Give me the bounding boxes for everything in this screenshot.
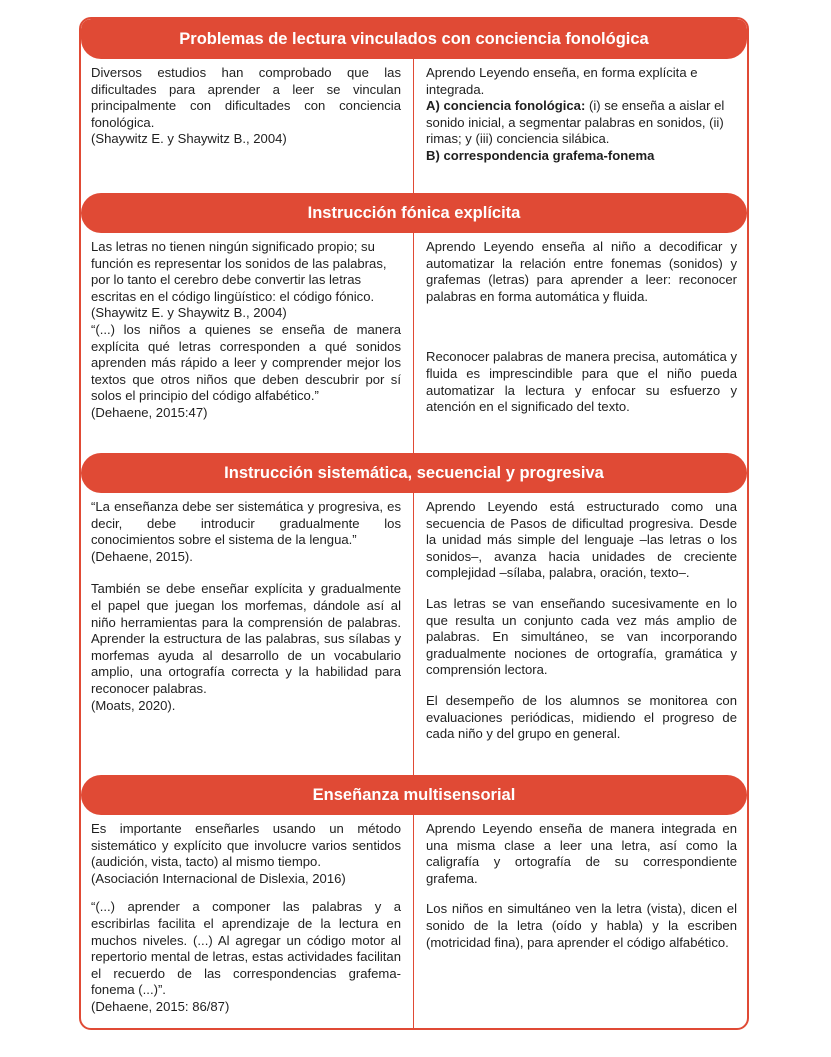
method-text: Aprendo Leyendo está estructurado como una secuencia de Pasos de dificultad progresiva. Desde la unidad más simple del lenguaje –las letras o los sonidos–, avanza hacia unidades de creciente complejidad –sílaba, palabra, oración, texto–.: [426, 499, 737, 581]
section-title: Instrucción fónica explícita: [307, 204, 521, 222]
section-header-instruccion-sistematica: [81, 453, 747, 493]
section-header-conciencia-fonologica: [81, 19, 747, 59]
section-row-instruccion-sistematica: [81, 493, 747, 785]
method-item-b: B) correspondencia grafema-fonema: [426, 147, 655, 163]
quote-text: “(...) aprender a componer las palabras y a escribirlas facilita el aprendizaje de la lectura en muchos niveles. (...) Al agregar un código motor al repertorio mental de letras, estas actividades facilitan el recuerdo de las correspondencias grafema-fonema (...)”.: [91, 899, 401, 998]
method-text: Aprendo Leyendo enseña al niño a decodificar y automatizar la relación entre fonemas (sonidos) y grafemas (letras) para aprender a leer: reconocer palabras en forma automática y fluida.: [426, 239, 737, 304]
method-column: [414, 233, 747, 461]
section-header-multisensorial: [81, 775, 747, 815]
research-text: Diversos estudios han comprobado que las dificultades para aprender a leer se vinculan principalmente con dificultades con conciencia fonológica.: [91, 65, 401, 130]
method-text: Aprendo Leyendo enseña de manera integrada en una misma clase a leer una letra, así como la caligrafía y ortografía de su correspondiente grafema.: [426, 821, 737, 886]
method-text: El desempeño de los alumnos se monitorea con evaluaciones periódicas, midiendo el progreso de cada niño y del grupo en general.: [426, 692, 737, 742]
citation: (Dehaene, 2015).: [91, 548, 193, 564]
citation: (Dehaene, 2015:47): [91, 404, 208, 420]
section-title: Enseñanza multisensorial: [312, 786, 516, 804]
method-column: [414, 493, 747, 785]
research-column: [81, 233, 414, 461]
method-text: Reconocer palabras de manera precisa, automática y fluida es imprescindible para que el niño pueda automatizar la lectura y enfocar su esfuerzo y atención en el significado del texto.: [426, 349, 737, 415]
method-item-a: [426, 98, 737, 148]
section-header-instruccion-fonica: [81, 193, 747, 233]
section-row-instruccion-fonica: [81, 233, 747, 461]
item-text: (i) se enseña a aislar el sonido inicial, a segmentar palabras en sonidos, (ii) rimas; y (iii) conciencia silábica.: [426, 98, 725, 147]
citation: (Moats, 2020).: [91, 697, 176, 713]
citation: (Dehaene, 2015: 86/87): [91, 998, 230, 1014]
section-title: Problemas de lectura vinculados con conciencia fonológica: [179, 30, 649, 48]
method-text: Los niños en simultáneo ven la letra (vista), dicen el sonido de la letra (oído y habla) y la escriben (motricidad fina), para aprender el código alfabético.: [426, 901, 737, 950]
section-title: Instrucción sistemática, secuencial y progresiva: [224, 464, 604, 482]
method-column: [414, 815, 747, 1030]
method-text: Las letras se van enseñando sucesivamente en lo que resulta un conjunto cada vez más amplio de palabras. En simultáneo, se van incorporando gradualmente nociones de ortografía, gramática y comprensión lectora.: [426, 595, 737, 678]
quote-text: “La enseñanza debe ser sistemática y progresiva, es decir, debe introducir gradualmente los conocimientos sobre el sistema de la lengua.”: [91, 499, 401, 548]
method-column: [414, 59, 747, 201]
research-text: Las letras no tienen ningún significado propio; su función es representar los sonidos de las palabras, por lo tanto el cerebro debe convertir las letras escritas en el código lingüístico: el código fónico.: [91, 239, 387, 304]
research-text: También se debe enseñar explícita y gradualmente el papel que juegan los morfemas, dándole así al niño herramientas para la comprensión de palabras. Aprender la estructura de las palabras, sus sílabas y morfemas ayuda al desarrollo de un vocabulario amplio, una ortografía correcta y la habilidad para reconocer palabras.: [91, 581, 401, 696]
research-column: [81, 59, 414, 201]
quote-text: “(...) los niños a quienes se enseña de manera explícita qué letras corresponden a qué sonidos aprenden más rápido a leer y comprender mejor los textos que otros niños que deben descubrir por sí solos el principio del código alfabético.”: [91, 321, 401, 404]
section-row-multisensorial: [81, 815, 747, 1030]
comparison-table: [79, 17, 749, 1030]
research-column: [81, 493, 414, 785]
citation: (Asociación Internacional de Dislexia, 2016): [91, 870, 346, 886]
item-label: A) conciencia fonológica:: [426, 98, 586, 114]
research-column: [81, 815, 414, 1030]
research-text: Es importante enseñarles usando un método sistemático y explícito que involucre varios sentidos (audición, vista, tacto) al mismo tiempo.: [91, 821, 401, 870]
section-row-conciencia-fonologica: [81, 59, 747, 201]
citation: (Shaywitz E. y Shaywitz B., 2004): [91, 305, 287, 321]
citation: (Shaywitz E. y Shaywitz B., 2004): [91, 131, 287, 147]
method-text: Aprendo Leyendo enseña, en forma explícita e integrada.: [426, 65, 698, 97]
